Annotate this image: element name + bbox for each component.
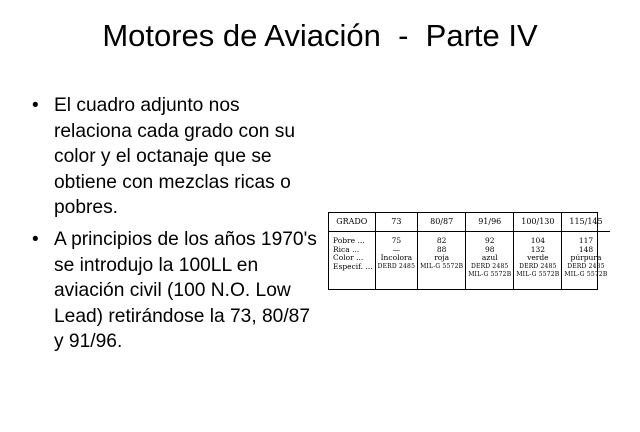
grade-cell [562,232,610,290]
spec-value: DERD 2485 [471,262,509,270]
bullet-list [30,93,320,361]
row-label: Especif. ... [333,261,373,271]
rich-value: 98 [484,244,495,254]
rich-value: 148 [578,244,594,254]
spec-value: DERD 2485 [519,262,557,270]
rich-value: 132 [530,244,546,254]
spec-value: MIL-G 5572B [468,271,512,279]
spec-value: MIL-G 5572B [564,271,608,279]
table-header-cell: GRADO [329,213,375,232]
lean-value: 92 [484,236,495,245]
grade-cell [514,232,562,290]
lean-value: 75 [391,236,402,245]
row-label: Color ... [333,253,364,263]
slide-title: Motores de Aviación - Parte IV [102,18,538,53]
table-header-cell: 115/145 [562,213,610,232]
table-header-cell: 80/87 [418,213,466,232]
spec-value: MIL-G 5572B [420,262,464,270]
row-label: Pobre ... [333,236,365,245]
bullet-item [30,93,320,221]
table-header-cell: 91/96 [466,213,514,232]
lean-value: 117 [578,236,594,245]
lean-value: 82 [436,236,447,245]
bullet-text: A principios de los años 1970's se introdujo la 100LL en aviación civil (100 N.O. Low Lead) retirándose la 73, 80/87 y 91/96. [54,228,317,353]
row-label: Rica ... [333,244,360,254]
spec-value: DERD 2485 [567,262,605,270]
color-value: púrpura [570,253,602,263]
color-value: azul [481,253,498,263]
bullet-icon: • [32,228,39,250]
grade-cell [375,232,418,290]
color-value: verde [527,253,549,263]
bullet-icon: • [32,95,39,116]
table-header-row [329,213,610,232]
grade-cell [418,232,466,290]
color-value: Incolora [380,253,413,263]
bullet-item [30,227,320,355]
lean-value: 104 [530,236,546,245]
spec-value: MIL-G 5572B [516,271,560,279]
spec-value: DERD 2485 [377,262,416,270]
bullet-text: El cuadro adjunto nos relaciona cada grado con su color y el octanaje que se obtiene con mezclas ricas o pobres. [54,95,296,219]
fuel-grade-table [328,212,608,290]
color-value: roja [434,253,450,263]
rich-value: — [392,244,401,254]
table-header-cell: 73 [375,213,418,232]
rich-value: 88 [436,244,447,254]
table-row [329,232,610,290]
grade-cell [466,232,514,290]
table-header-cell: 100/130 [514,213,562,232]
row-labels-cell [329,232,375,290]
